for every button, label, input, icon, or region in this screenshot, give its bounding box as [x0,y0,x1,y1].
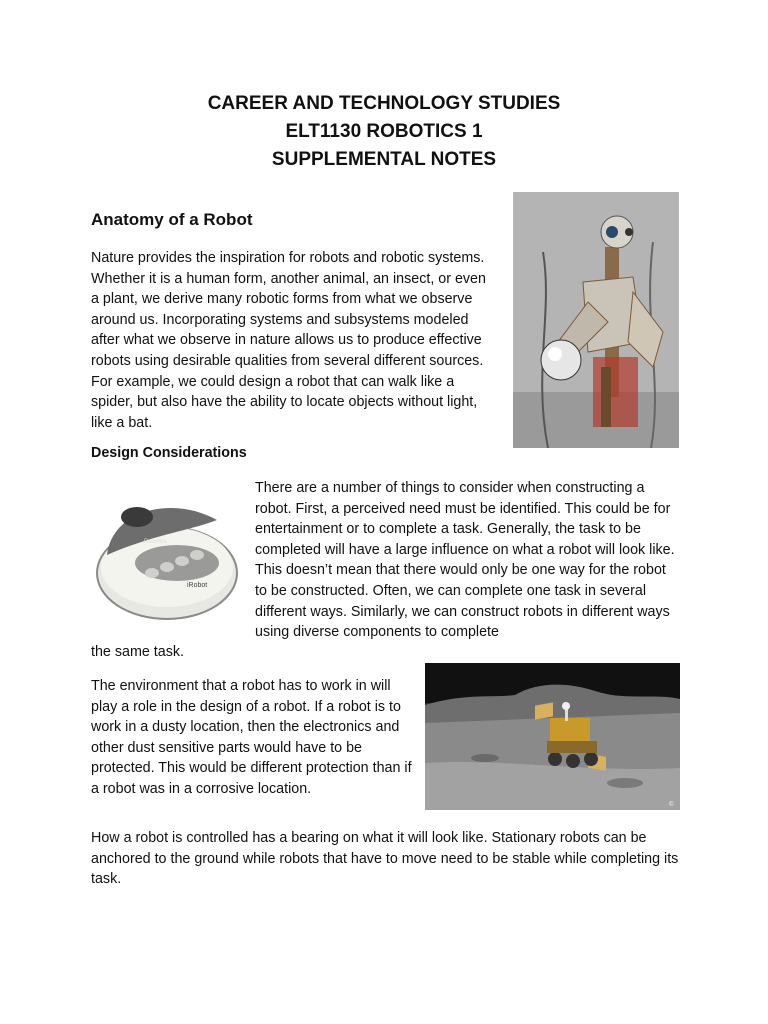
document-title [0,90,768,174]
section-heading-anatomy: Anatomy of a Robot [91,210,253,229]
humanoid-robot-image [513,192,679,448]
paragraph-design-1: There are a number of things to consider when constructing a robot. First, a perceived need must be identified. This could be for entertainment or to complete a task. Generally, the task to be completed will have a large influence on what a robot will look like. This doesn’t mean that there would only be one way for the robot to be constructed. Often, we can complete one task in several different ways. Similarly, we can construct robots in different ways using diverse components to complete [255,480,675,641]
section-heading-design: Design Considerations [91,445,247,461]
paragraph-anatomy: Nature provides the inspiration for robots and robotic systems. Whether it is a human form, another animal, an insect, or even a plant, we derive many robotic forms from what we observe around us. Incorporating systems and subsystems modeled after what we observe in nature allows us to produce effective robots using desirable qualities from several different sources. For example, we could design a robot that can walk like a spider, but also have the ability to locate objects without light, like a bat. [91,250,486,431]
roomba-logo-text: iRobot [187,582,208,589]
paragraph-control: How a robot is controlled has a bearing on what it will look like. Stationary robots can be anchored to the ground while robots that have to move need to be stable while completing its task. [91,830,679,888]
roomba-robot-image [92,495,242,625]
paragraph-environment: The environment that a robot has to work in will play a role in the design of a robot. If a robot is to work in a dusty location, then the electronics and other dust sensitive parts would have to be protected. This would be different protection than if a robot was in a corrosive location. [91,678,412,797]
lunar-rover-image [425,663,680,810]
roomba-brand-text: Roomba [144,539,167,545]
paragraph-design-1-tail: the same task. [91,644,184,660]
rover-mark: © [669,802,674,808]
title-line-1: CAREER AND TECHNOLOGY STUDIES [207,93,561,114]
title-line-3: SUPPLEMENTAL NOTES [271,149,497,170]
title-line-2: ELT1130 ROBOTICS 1 [285,121,483,142]
